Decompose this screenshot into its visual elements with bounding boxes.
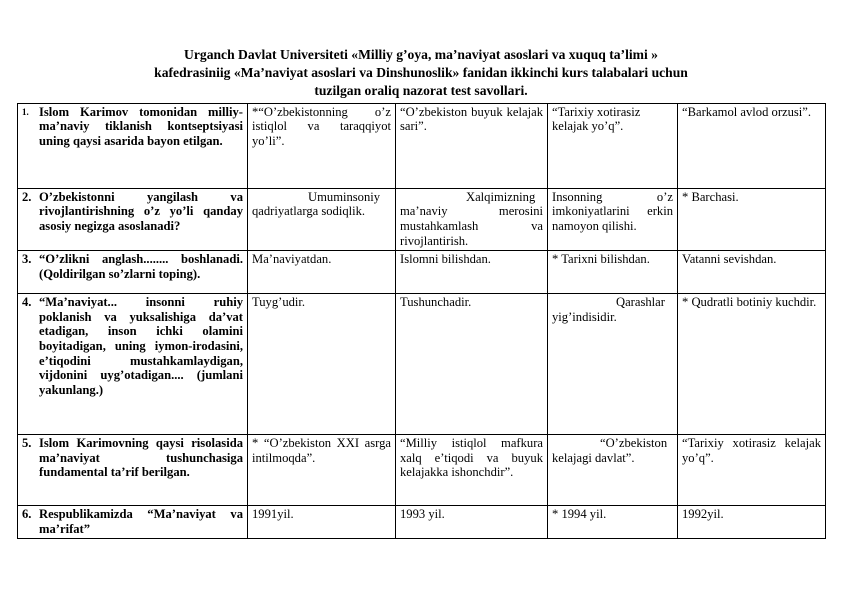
question-text: O’zbekistonni yangilash va rivojlantirishning o’z yo’li qanday asosiy negizga asoslanadi? — [39, 189, 243, 233]
answer-cell: “Milliy istiqlol mafkura xalq e’tiqodi va buyuk kelajakka ishonchdir”. — [396, 435, 548, 506]
table-row — [18, 294, 826, 435]
answer-cell: Tuyg’udir. — [248, 294, 396, 435]
question-cell — [18, 188, 248, 250]
answer-cell: Tushunchadir. — [396, 294, 548, 435]
question-cell — [18, 103, 248, 188]
answer-cell: Ma’naviyatdan. — [248, 251, 396, 294]
title-line-2: kafedrasiniig «Ma’naviyat asoslari va Dinshunoslik» fanidan ikkinchi kurs talabalari uchun — [154, 64, 688, 80]
answer-cell: 1991yil. — [248, 506, 396, 539]
answer-cell: “O’zbekiston buyuk kelajak sari”. — [396, 103, 548, 188]
test-questions-table — [17, 103, 826, 540]
answer-cell: * Barchasi. — [678, 188, 826, 250]
question-cell — [18, 294, 248, 435]
answer-cell: Vatanni sevishdan. — [678, 251, 826, 294]
answer-cell: Insonning o’z imkoniyatlarini erkin namoyon qilishi. — [548, 188, 678, 250]
answer-cell: “Tarixiy xotirasiz kelajak yo’q”. — [548, 103, 678, 188]
document-title — [17, 46, 825, 100]
answer-cell: * 1994 yil. — [548, 506, 678, 539]
title-line-3: tuzilgan oraliq nazorat test savollari. — [314, 82, 528, 98]
answer-cell: 1993 yil. — [396, 506, 548, 539]
question-text: Respublikamizda “Ma’naviyat va ma’rifat” — [39, 507, 243, 536]
question-cell — [18, 506, 248, 539]
table-row — [18, 506, 826, 539]
question-cell — [18, 435, 248, 506]
question-text: “Ma’naviyat... insonni ruhiy poklanish va yuksalishiga da’vat etadigan, inson ichki olamini boyitadigan, uning iymon-irodasini, e’tiqodini mustahkamlaydigan, vijdonini uyg’otadigan.... (jumlani yakunlang.) — [39, 295, 243, 397]
answer-cell: * Qudratli botiniy kuchdir. — [678, 294, 826, 435]
title-line-1: Urganch Davlat Universiteti «Milliy g’oya, ma’naviyat asoslari va xuquq ta’limi » — [184, 47, 658, 62]
answer-cell: Qarashlar yig’indisidir. — [548, 294, 678, 435]
table-row — [18, 435, 826, 506]
answer-cell: “Tarixiy xotirasiz kelajak yo’q”. — [678, 435, 826, 506]
question-number: 4. — [22, 295, 32, 310]
question-number: 1. — [22, 106, 29, 117]
table-row — [18, 251, 826, 294]
question-text: Islom Karimov tomonidan milliy-ma’naviy tiklanish kontseptsiyasi uning qaysi asarida bayon etilgan. — [39, 104, 243, 148]
answer-cell: Umuminsoniy qadriyatlarga sodiqlik. — [248, 188, 396, 250]
answer-cell: “Barkamol avlod orzusi”. — [678, 103, 826, 188]
question-text: Islom Karimovning qaysi risolasida ma’naviyat tushunchasiga fundamental ta’rif berilgan. — [39, 436, 243, 480]
table-row — [18, 188, 826, 250]
answer-cell: 1992yil. — [678, 506, 826, 539]
question-number: 2. — [22, 189, 32, 204]
answer-cell: Islomni bilishdan. — [396, 251, 548, 294]
answer-cell: “O’zbekiston kelajagi davlat”. — [548, 435, 678, 506]
question-number: 3. — [22, 252, 32, 267]
answer-cell: * “O’zbekiston XXI asrga intilmoqda”. — [248, 435, 396, 506]
question-text: “O’zlikni anglash........ boshlanadi. (Qoldirilgan so’zlarni toping). — [39, 252, 243, 281]
question-cell — [18, 251, 248, 294]
question-number: 6. — [22, 507, 32, 522]
answer-cell: * Tarixni bilishdan. — [548, 251, 678, 294]
table-row — [18, 103, 826, 188]
question-number: 5. — [22, 436, 32, 451]
answer-cell: *“O’zbekistonning o’z istiqlol va taraqqiyot yo’li”. — [248, 103, 396, 188]
answer-cell: Xalqimizning ma’naviy merosini mustahkamlash va rivojlantirish. — [396, 188, 548, 250]
